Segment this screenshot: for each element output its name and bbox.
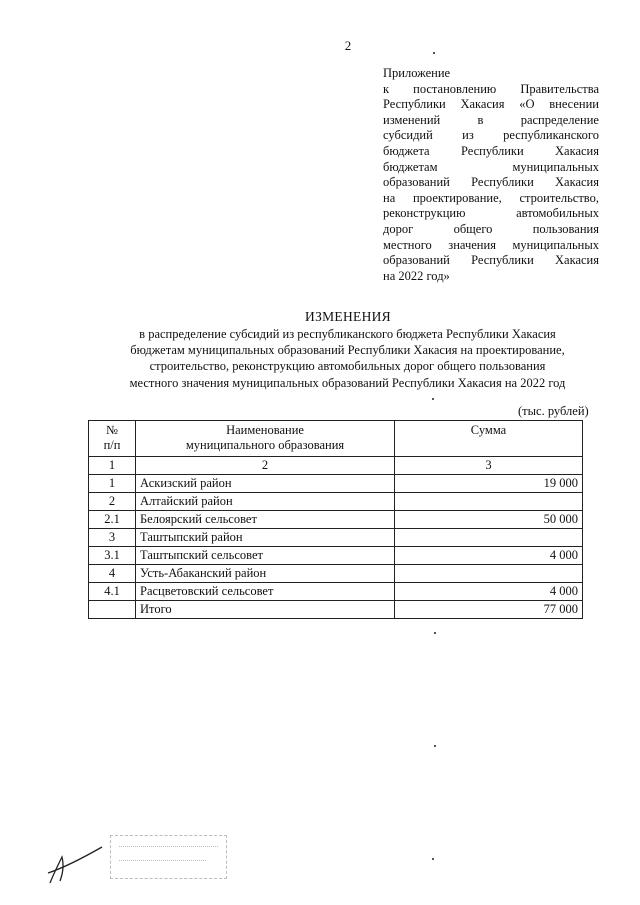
document-subtitle: [70, 326, 625, 391]
header-number-line2: п/п: [103, 438, 121, 452]
appendix-line: [383, 160, 599, 176]
row-number: 2: [89, 493, 136, 511]
header-number: [89, 421, 136, 457]
appendix-line: образований Республики Хакасия: [383, 175, 599, 190]
table-row: [89, 511, 583, 529]
appendix-line: образований Республики Хакасия: [383, 253, 599, 268]
appendix-word: муниципальных: [512, 159, 599, 174]
signature-mark: [40, 843, 110, 888]
row-sum: [395, 565, 583, 583]
row-name: Белоярский сельсовет: [136, 511, 395, 529]
header-name: [136, 421, 395, 457]
appendix-word: бюджетам: [383, 159, 438, 174]
subtitle-line: строительство, реконструкцию автомобильных дорог общего пользования: [149, 359, 546, 374]
subtitle-line: в распределение субсидий из республиканского бюджета Республики Хакасия: [139, 327, 556, 341]
scan-speck: [434, 632, 436, 634]
table-row: [89, 475, 583, 493]
total-sum: 77 000: [395, 601, 583, 619]
row-name: Расцветовский сельсовет: [136, 583, 395, 601]
table-header-row: [89, 421, 583, 457]
column-number-2: 2: [136, 457, 395, 475]
appendix-line: местного значения муниципальных: [383, 237, 599, 252]
total-row: [89, 601, 583, 619]
appendix-line: на 2022 год»: [383, 268, 450, 283]
scan-speck: [432, 398, 434, 400]
appendix-block: [383, 66, 599, 284]
document-title: ИЗМЕНЕНИЯ: [305, 309, 391, 324]
row-number: 3: [89, 529, 136, 547]
appendix-line: бюджета Республики Хакасия: [383, 143, 599, 158]
appendix-line: [383, 222, 599, 238]
subtitle-line: бюджетам муниципальных образований Республики Хакасия на проектирование,: [130, 343, 565, 358]
row-name: Алтайский район: [136, 493, 395, 511]
table-row: [89, 547, 583, 565]
row-name: Таштыпский сельсовет: [136, 547, 395, 565]
scan-speck: [433, 52, 435, 54]
appendix-line: к постановлению Правительства: [383, 81, 599, 96]
appendix-word: дорог: [383, 221, 414, 236]
row-name: Аскизский район: [136, 475, 395, 493]
scan-speck: [432, 858, 434, 860]
header-sum-label: Сумма: [470, 423, 507, 437]
table-row: [89, 493, 583, 511]
row-number: 3.1: [89, 547, 136, 565]
page-number: 2: [344, 38, 352, 53]
row-name: Усть-Абаканский район: [136, 565, 395, 583]
row-number: 4.1: [89, 583, 136, 601]
appendix-word: в: [477, 112, 484, 127]
row-number: 1: [89, 475, 136, 493]
column-number-row: [89, 457, 583, 475]
appendix-line: [383, 206, 599, 222]
row-sum: 4 000: [395, 547, 583, 565]
header-name-line2: муниципального образования: [185, 438, 345, 452]
row-name: Таштыпский район: [136, 529, 395, 547]
appendix-word: автомобильных: [516, 206, 599, 221]
appendix-word: изменений: [383, 112, 441, 127]
table-body: [89, 475, 583, 601]
faded-stamp: [110, 835, 227, 879]
appendix-line: [383, 113, 599, 129]
scan-speck: [434, 745, 436, 747]
unit-label: (тыс. рублей): [518, 404, 589, 418]
row-sum: 50 000: [395, 511, 583, 529]
header-number-line1: №: [106, 423, 118, 437]
row-number: 2.1: [89, 511, 136, 529]
row-sum: 19 000: [395, 475, 583, 493]
subtitle-line: местного значения муниципальных образований Республики Хакасия на 2022 год: [129, 375, 566, 390]
changes-table: [88, 420, 583, 619]
header-name-line1: Наименование: [226, 423, 304, 437]
appendix-word: реконструкцию: [383, 206, 466, 221]
appendix-word: распределение: [520, 112, 599, 127]
column-number-3: 3: [395, 457, 583, 475]
table-row: [89, 583, 583, 601]
appendix-line: Республики Хакасия «О внесении: [383, 97, 599, 112]
row-number: 4: [89, 565, 136, 583]
total-label: Итого: [136, 601, 395, 619]
appendix-line: субсидий из республиканского: [383, 128, 599, 143]
table-row: [89, 565, 583, 583]
column-number-1: 1: [89, 457, 136, 475]
appendix-word: общего: [453, 221, 493, 236]
table-row: [89, 529, 583, 547]
appendix-line: на проектирование, строительство,: [383, 190, 599, 205]
row-sum: [395, 493, 583, 511]
appendix-line: Приложение: [383, 66, 451, 80]
appendix-word: пользования: [532, 221, 599, 236]
row-sum: [395, 529, 583, 547]
header-sum: [395, 421, 583, 457]
row-sum: 4 000: [395, 583, 583, 601]
total-number: [89, 601, 136, 619]
